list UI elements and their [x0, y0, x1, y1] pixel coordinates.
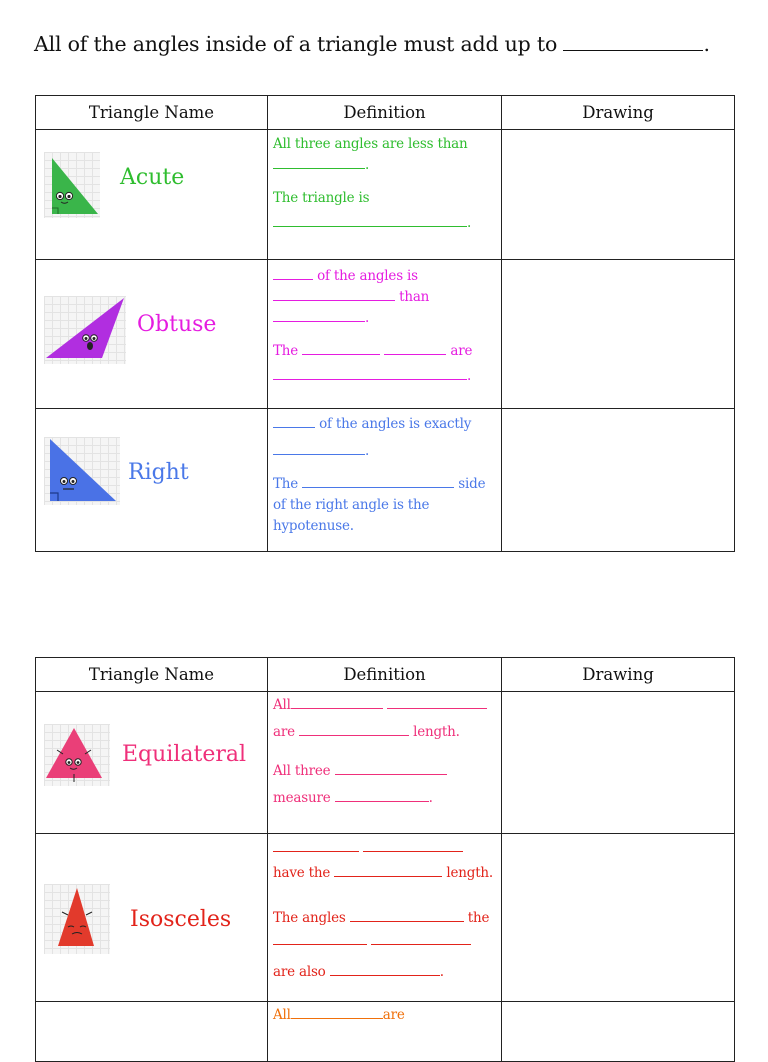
- header-triangle-name: Triangle Name: [36, 658, 268, 692]
- header-definition: Definition: [268, 96, 502, 130]
- table-row-right: [36, 409, 735, 552]
- prompt-period: .: [703, 32, 710, 56]
- table-row-scalene: [36, 1002, 735, 1062]
- triangle-table-angles: [35, 95, 735, 552]
- table-row-equilateral: [36, 692, 735, 834]
- right-def-line-1: of the angles is exactly: [319, 416, 472, 432]
- scalene-drawing-cell[interactable]: [502, 1002, 735, 1062]
- isos-blank-4[interactable]: [350, 909, 464, 922]
- isosceles-name-cell: [36, 834, 268, 1002]
- equi-blank-1[interactable]: [291, 696, 383, 709]
- header-triangle-name: Triangle Name: [36, 96, 268, 130]
- acute-name-cell: [36, 130, 268, 260]
- equi-blank-2[interactable]: [387, 696, 487, 709]
- isos-blank-6[interactable]: [371, 932, 471, 945]
- obtuse-blank-1[interactable]: [273, 267, 313, 280]
- right-blank-1[interactable]: [273, 415, 315, 428]
- obtuse-period-2: .: [467, 368, 472, 384]
- worksheet-prompt: [34, 32, 754, 56]
- table-row-acute: [36, 130, 735, 260]
- obtuse-def-line-1: of the angles is: [317, 268, 418, 284]
- scal-blank-1[interactable]: [291, 1006, 383, 1019]
- equilateral-definition-cell: [268, 692, 502, 834]
- right-blank-3[interactable]: [302, 475, 454, 488]
- acute-triangle-icon: [44, 152, 100, 218]
- acute-period-2: .: [467, 215, 472, 231]
- prompt-text: All of the angles inside of a triangle must add up to: [34, 32, 558, 56]
- obtuse-triangle-icon: [44, 296, 126, 364]
- acute-def-line-3: The triangle is: [273, 190, 370, 206]
- isos-period: .: [439, 964, 444, 980]
- table-header-row: [36, 96, 735, 130]
- obtuse-blank-3[interactable]: [273, 309, 365, 322]
- scalene-definition-cell: [268, 1002, 502, 1062]
- isos-the-angles: The angles: [273, 910, 346, 926]
- scal-all: All: [273, 1007, 291, 1023]
- right-triangle-icon: [44, 437, 120, 505]
- equi-blank-4[interactable]: [335, 762, 447, 775]
- isos-blank-5[interactable]: [273, 932, 367, 945]
- obtuse-drawing-cell[interactable]: [502, 260, 735, 409]
- right-name-cell: [36, 409, 268, 552]
- acute-drawing-cell[interactable]: [502, 130, 735, 260]
- obtuse-label: Obtuse: [137, 312, 217, 337]
- right-def-line-5: hypotenuse.: [273, 518, 354, 534]
- equilateral-name-cell: [36, 692, 268, 834]
- isosceles-definition-cell: [268, 834, 502, 1002]
- obtuse-blank-2[interactable]: [273, 288, 395, 301]
- obtuse-than: than: [399, 289, 430, 305]
- acute-blank-1[interactable]: [273, 156, 365, 169]
- obtuse-blank-5[interactable]: [384, 342, 446, 355]
- right-side: side: [458, 476, 486, 492]
- acute-blank-2[interactable]: [273, 214, 467, 227]
- isos-are-also: are also: [273, 964, 326, 980]
- isos-blank-7[interactable]: [330, 963, 440, 976]
- isos-the: the: [467, 910, 490, 926]
- table-header-row: [36, 658, 735, 692]
- obtuse-definition-cell: [268, 260, 502, 409]
- equilateral-label: Equilateral: [122, 742, 247, 767]
- right-blank-2[interactable]: [273, 442, 365, 455]
- equi-all-three: All three: [273, 763, 331, 779]
- answer-blank[interactable]: [563, 38, 703, 51]
- acute-def-line-1: All three angles are less than: [273, 136, 468, 152]
- header-drawing: Drawing: [502, 96, 735, 130]
- acute-label: Acute: [120, 165, 185, 190]
- header-definition: Definition: [268, 658, 502, 692]
- table-row-isosceles: [36, 834, 735, 1002]
- right-def-line-4: of the right angle is the: [273, 497, 430, 513]
- equi-all: All: [273, 697, 291, 713]
- triangle-table-sides: [35, 657, 735, 1062]
- equi-length: length.: [413, 724, 460, 740]
- right-period-1: .: [365, 443, 370, 459]
- isos-blank-3[interactable]: [334, 864, 442, 877]
- isosceles-triangle-icon: [44, 884, 110, 954]
- obtuse-name-cell: [36, 260, 268, 409]
- equi-measure: measure: [273, 790, 331, 806]
- right-drawing-cell[interactable]: [502, 409, 735, 552]
- header-drawing: Drawing: [502, 658, 735, 692]
- equilateral-drawing-cell[interactable]: [502, 692, 735, 834]
- scal-are: are: [382, 1007, 405, 1023]
- acute-period-1: .: [365, 157, 370, 173]
- scalene-name-cell: [36, 1002, 268, 1062]
- equi-blank-3[interactable]: [299, 723, 409, 736]
- obtuse-blank-4[interactable]: [302, 342, 380, 355]
- equi-blank-5[interactable]: [335, 789, 429, 802]
- obtuse-the: The: [273, 343, 299, 359]
- isosceles-drawing-cell[interactable]: [502, 834, 735, 1002]
- equi-period: .: [428, 790, 433, 806]
- isos-have-the: have the: [273, 865, 331, 881]
- obtuse-period-1: .: [365, 310, 370, 326]
- right-definition-cell: [268, 409, 502, 552]
- obtuse-are: are: [450, 343, 473, 359]
- isos-length: length.: [446, 865, 494, 881]
- obtuse-blank-6[interactable]: [273, 367, 467, 380]
- isosceles-label: Isosceles: [130, 907, 232, 932]
- acute-definition-cell: [268, 130, 502, 260]
- right-label: Right: [128, 460, 189, 485]
- isos-blank-1[interactable]: [273, 839, 359, 852]
- table-row-obtuse: [36, 260, 735, 409]
- isos-blank-2[interactable]: [363, 839, 463, 852]
- equilateral-triangle-icon: [44, 724, 110, 786]
- right-the: The: [273, 476, 299, 492]
- equi-are: are: [273, 724, 295, 740]
